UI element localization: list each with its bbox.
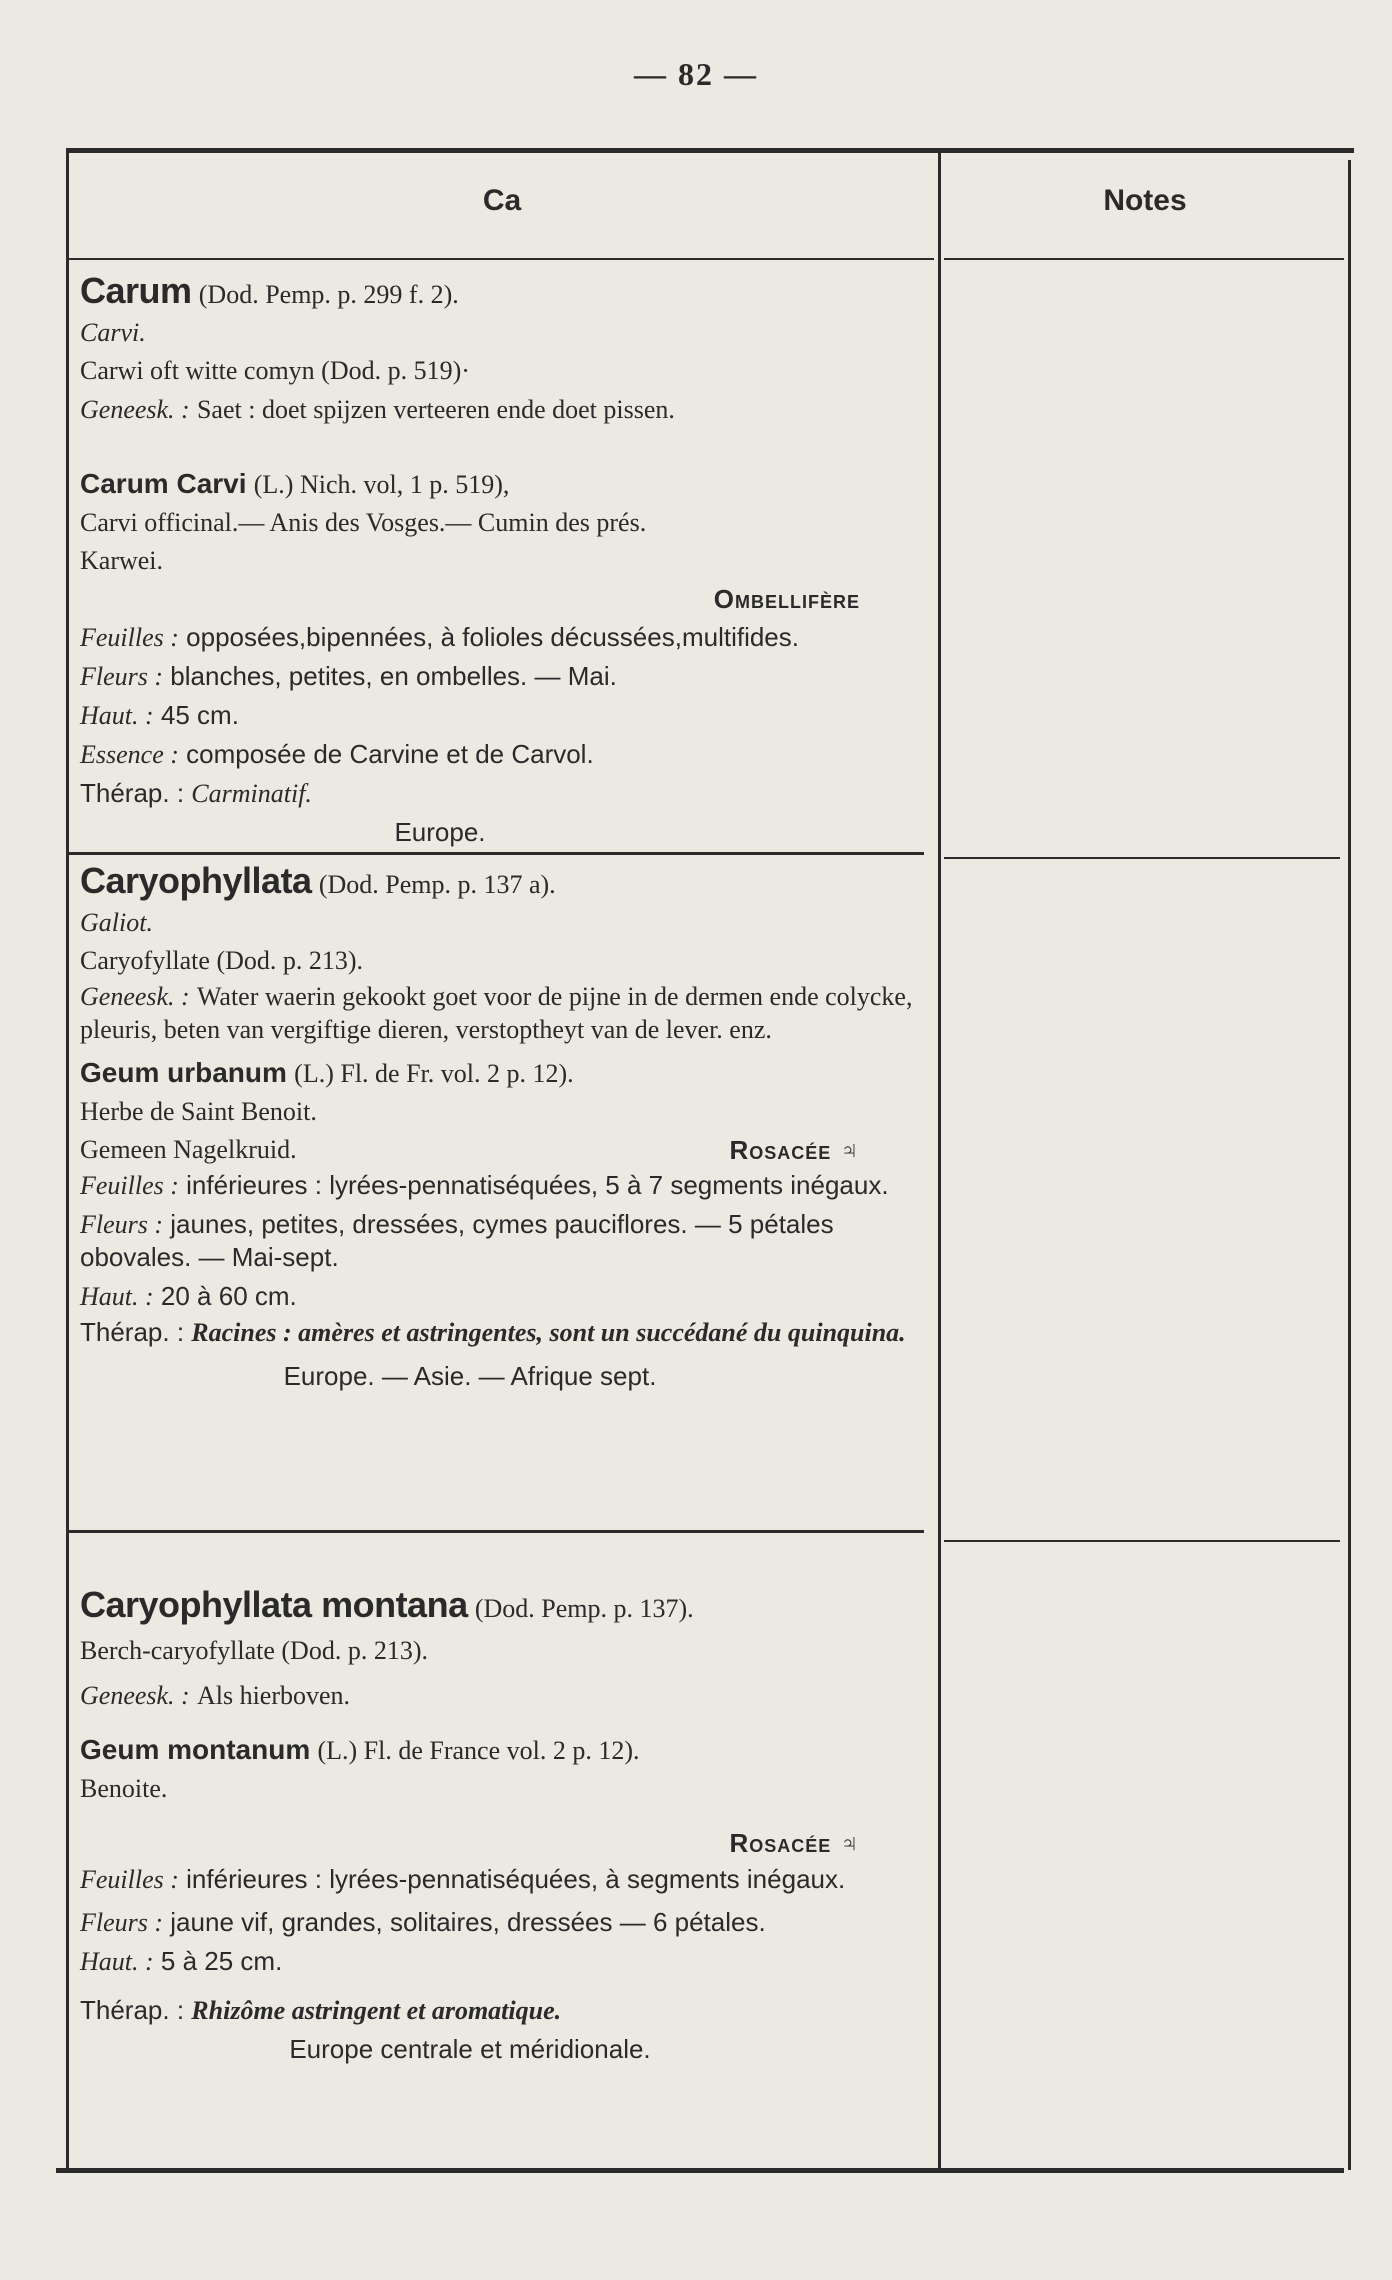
binomial-name: Geum urbanum bbox=[80, 1057, 287, 1088]
essence-label: Essence : bbox=[80, 740, 179, 769]
plant-family: Ombellifère bbox=[713, 584, 860, 614]
geneesk-text: Saet : doet spijzen verteeren ende doet pissen. bbox=[196, 395, 675, 424]
binomial-reference: (L.) Fl. de France vol. 2 p. 12). bbox=[317, 1736, 640, 1765]
entry-dutch-name: Berch-caryofyllate (Dod. p. 213). bbox=[80, 1636, 428, 1665]
entry-dutch-name: Carwi oft witte comyn (Dod. p. 519)· bbox=[80, 356, 470, 385]
therap-text: Racines : amères et astringentes, sont un succédané du quinquina. bbox=[191, 1318, 906, 1347]
fleurs-label: Fleurs : bbox=[80, 1908, 164, 1937]
table-top-rule bbox=[66, 148, 1354, 153]
origin: Europe. bbox=[394, 817, 486, 847]
binomial-reference: (L.) Nich. vol, 1 p. 519), bbox=[253, 470, 510, 499]
table-left-border bbox=[66, 150, 69, 2170]
therap-label: Thérap. : bbox=[80, 1995, 185, 2025]
therap-text: Carminatif. bbox=[191, 779, 312, 808]
feuilles-label: Feuilles : bbox=[80, 1171, 179, 1200]
plant-family: Rosacée ♃ bbox=[729, 1135, 860, 1165]
entry-title: Carum bbox=[80, 270, 192, 311]
table-bottom-rule bbox=[56, 2168, 1344, 2173]
geneesk-label: Geneesk. : bbox=[80, 982, 190, 1011]
entry-title: Caryophyllata bbox=[80, 860, 312, 901]
haut-label: Haut. : bbox=[80, 701, 154, 730]
entry-caryophyllata bbox=[80, 862, 920, 1395]
common-names-dutch: Gemeen Nagelkruid. bbox=[80, 1135, 297, 1164]
therap-label: Thérap. : bbox=[80, 1317, 185, 1347]
feuilles-text: opposées,bipennées, à folioles décussées,multifides. bbox=[186, 622, 799, 652]
entry-caryophyllata-montana bbox=[80, 1586, 920, 2068]
therap-label: Thérap. : bbox=[80, 778, 185, 808]
binomial-name: Geum montanum bbox=[80, 1734, 311, 1765]
feuilles-text: inférieures : lyrées-pennatiséquées, 5 à 7 segments inégaux. bbox=[186, 1170, 889, 1200]
entry-latin-name: Carvi. bbox=[80, 318, 146, 347]
common-names-dutch: Karwei. bbox=[80, 546, 164, 575]
column-header-notes: Notes bbox=[1103, 184, 1187, 217]
haut-text: 20 à 60 cm. bbox=[160, 1281, 297, 1311]
entry-reference: (Dod. Pemp. p. 299 f. 2). bbox=[198, 280, 459, 309]
fleurs-label: Fleurs : bbox=[80, 1210, 164, 1239]
geneesk-text: Water waerin gekookt goet voor de pijne in de dermen ende colycke, pleuris, beten van vergiftige dieren, verstoptheyt van de lever. enz. bbox=[80, 982, 913, 1044]
geneesk-text: Als hierboven. bbox=[196, 1681, 351, 1710]
fleurs-text: blanches, petites, en ombelles. — Mai. bbox=[170, 661, 617, 691]
entry-latin-name: Galiot. bbox=[80, 908, 153, 937]
entry-divider-2-right bbox=[944, 1540, 1340, 1542]
therap-text: Rhizôme astringent et aromatique. bbox=[191, 1996, 562, 2025]
haut-label: Haut. : bbox=[80, 1947, 154, 1976]
common-names: Herbe de Saint Benoit. bbox=[80, 1097, 317, 1126]
entry-title: Caryophyllata montana bbox=[80, 1584, 468, 1625]
fleurs-text: jaune vif, grandes, solitaires, dressées — 6 pétales. bbox=[170, 1907, 766, 1937]
entry-carum bbox=[80, 272, 920, 851]
geneesk-label: Geneesk. : bbox=[80, 395, 190, 424]
haut-text: 45 cm. bbox=[160, 700, 239, 730]
binomial-reference: (L.) Fl. de Fr. vol. 2 p. 12). bbox=[294, 1059, 574, 1088]
haut-text: 5 à 25 cm. bbox=[160, 1946, 283, 1976]
page-number: — 82 — bbox=[634, 56, 758, 92]
fleurs-label: Fleurs : bbox=[80, 662, 164, 691]
origin: Europe centrale et méridionale. bbox=[289, 2034, 651, 2064]
column-divider bbox=[938, 150, 941, 2170]
feuilles-label: Feuilles : bbox=[80, 623, 179, 652]
feuilles-text: inférieures : lyrées-pennatiséquées, à segments inégaux. bbox=[186, 1864, 846, 1894]
header-bottom-rule-left bbox=[66, 258, 934, 260]
header-bottom-rule-right bbox=[944, 258, 1344, 260]
table-right-border bbox=[1348, 160, 1351, 2170]
column-header-ca: Ca bbox=[482, 184, 522, 217]
entry-divider-1-left bbox=[66, 852, 924, 855]
common-names: Carvi officinal.— Anis des Vosges.— Cumin des prés. bbox=[80, 508, 647, 537]
fleurs-text: jaunes, petites, dressées, cymes pauciflores. — 5 pétales obovales. — Mai-sept. bbox=[80, 1209, 834, 1272]
common-names: Benoite. bbox=[80, 1774, 168, 1803]
binomial-name: Carum Carvi bbox=[80, 468, 247, 499]
entry-dutch-name: Caryofyllate (Dod. p. 213). bbox=[80, 946, 364, 975]
entry-reference: (Dod. Pemp. p. 137 a). bbox=[318, 870, 556, 899]
entry-reference: (Dod. Pemp. p. 137). bbox=[474, 1594, 694, 1623]
entry-divider-2-left bbox=[66, 1530, 924, 1533]
feuilles-label: Feuilles : bbox=[80, 1865, 179, 1894]
plant-family: Rosacée ♃ bbox=[729, 1828, 860, 1858]
geneesk-label: Geneesk. : bbox=[80, 1681, 190, 1710]
entry-divider-1-right bbox=[944, 857, 1340, 859]
origin: Europe. — Asie. — Afrique sept. bbox=[283, 1361, 657, 1391]
haut-label: Haut. : bbox=[80, 1282, 154, 1311]
essence-text: composée de Carvine et de Carvol. bbox=[186, 739, 594, 769]
